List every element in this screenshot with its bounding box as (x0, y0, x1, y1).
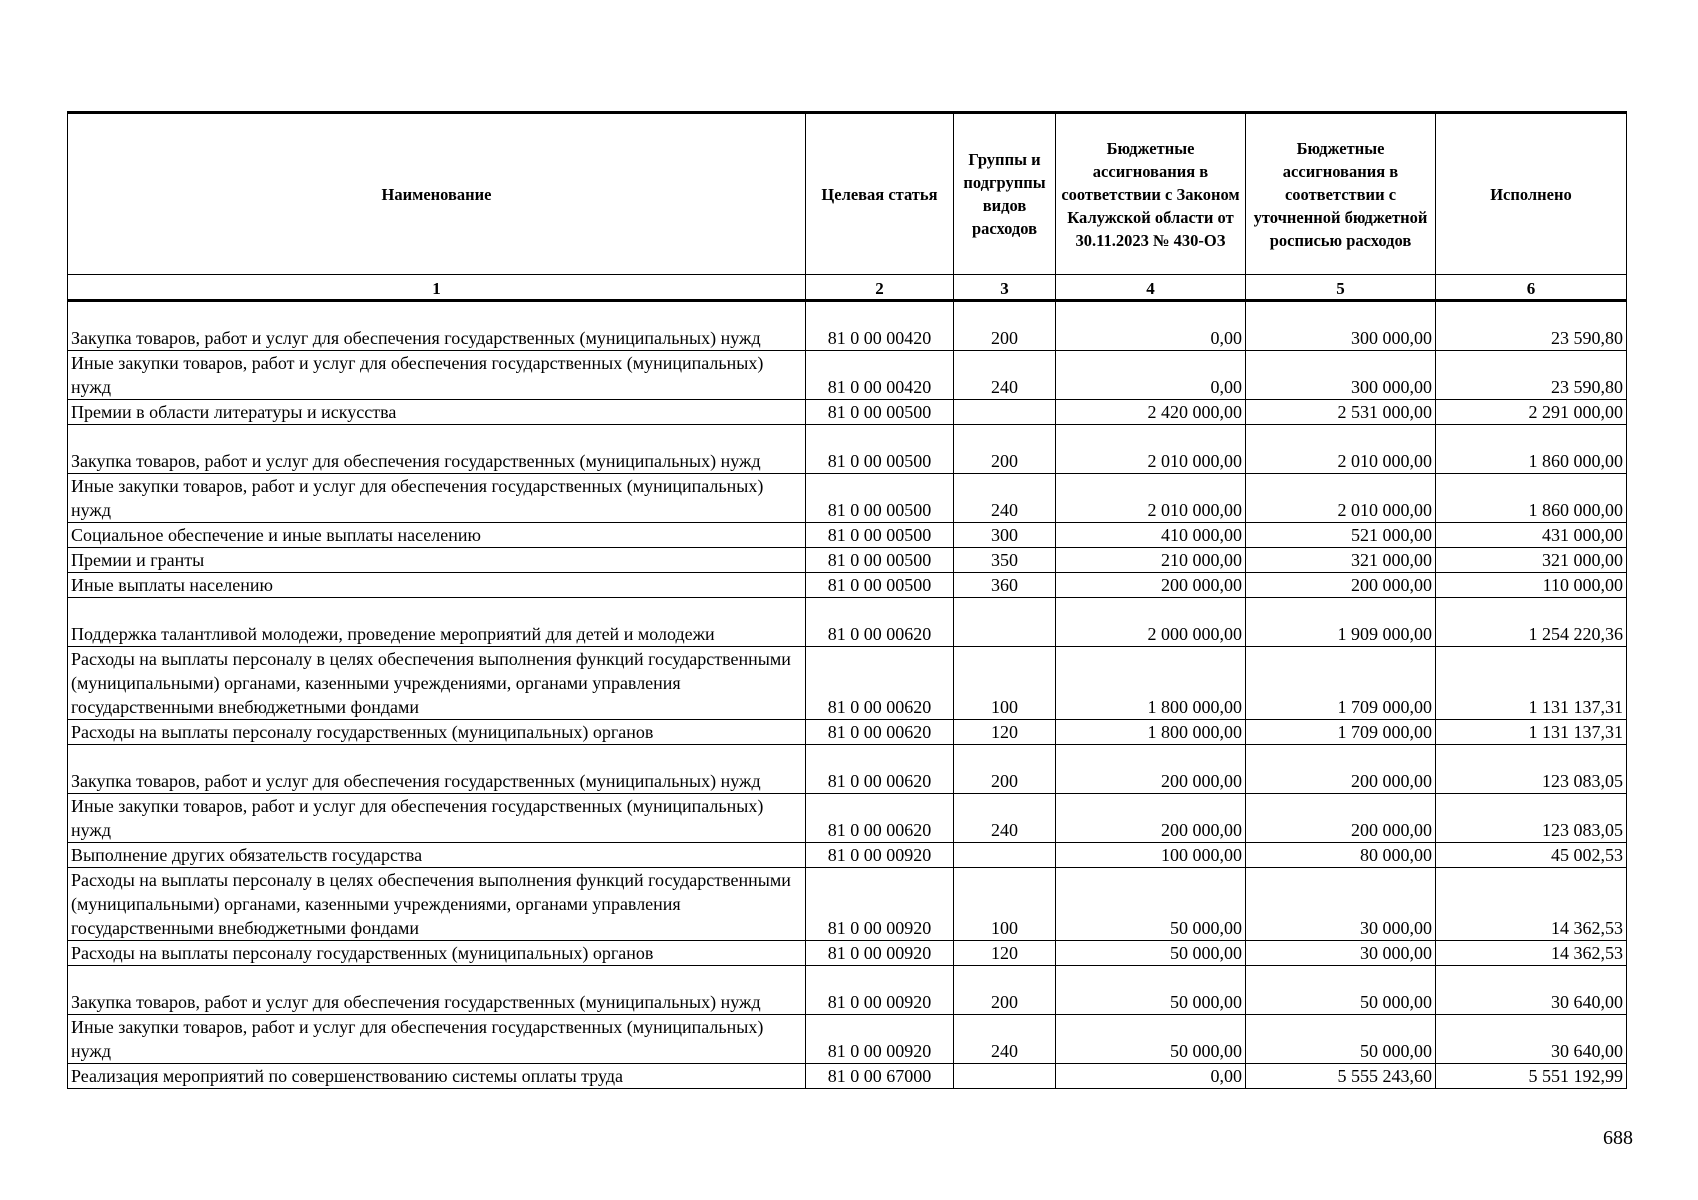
row-law-allocation: 200 000,00 (1056, 573, 1246, 598)
row-law-allocation: 1 800 000,00 (1056, 647, 1246, 720)
table-row (68, 351, 1627, 400)
row-expense-group: 120 (954, 720, 1056, 745)
row-revised-allocation: 1 709 000,00 (1246, 647, 1436, 720)
row-expense-group: 300 (954, 523, 1056, 548)
row-name: Закупка товаров, работ и услуг для обеспечения государственных (муниципальных) нужд (68, 425, 806, 474)
row-law-allocation: 50 000,00 (1056, 868, 1246, 941)
row-executed: 2 291 000,00 (1436, 400, 1627, 425)
table-row (68, 843, 1627, 868)
row-expense-group: 240 (954, 1015, 1056, 1064)
column-number: 6 (1436, 275, 1627, 301)
column-number-row (68, 275, 1627, 301)
row-revised-allocation: 1 909 000,00 (1246, 598, 1436, 647)
row-law-allocation: 2 000 000,00 (1056, 598, 1246, 647)
row-executed: 431 000,00 (1436, 523, 1627, 548)
row-revised-allocation: 200 000,00 (1246, 573, 1436, 598)
row-revised-allocation: 300 000,00 (1246, 301, 1436, 351)
column-number: 3 (954, 275, 1056, 301)
row-revised-allocation: 521 000,00 (1246, 523, 1436, 548)
row-target-article: 81 0 00 00500 (806, 474, 954, 523)
row-law-allocation: 50 000,00 (1056, 966, 1246, 1015)
row-expense-group: 360 (954, 573, 1056, 598)
table-row (68, 598, 1627, 647)
row-executed: 23 590,80 (1436, 351, 1627, 400)
column-number: 2 (806, 275, 954, 301)
row-name: Иные выплаты населению (68, 573, 806, 598)
row-expense-group (954, 843, 1056, 868)
row-target-article: 81 0 00 00620 (806, 720, 954, 745)
header-target-article: Целевая статья (806, 113, 954, 275)
row-expense-group: 350 (954, 548, 1056, 573)
row-name: Выполнение других обязательств государства (68, 843, 806, 868)
row-revised-allocation: 50 000,00 (1246, 1015, 1436, 1064)
row-name: Иные закупки товаров, работ и услуг для обеспечения государственных (муниципальных) нужд (68, 351, 806, 400)
row-name: Социальное обеспечение и иные выплаты населению (68, 523, 806, 548)
row-target-article: 81 0 00 00420 (806, 351, 954, 400)
row-revised-allocation: 300 000,00 (1246, 351, 1436, 400)
row-name: Расходы на выплаты персоналу государственных (муниципальных) органов (68, 720, 806, 745)
row-law-allocation: 100 000,00 (1056, 843, 1246, 868)
page-number: 688 (1603, 1127, 1633, 1149)
row-law-allocation: 410 000,00 (1056, 523, 1246, 548)
row-executed: 45 002,53 (1436, 843, 1627, 868)
row-target-article: 81 0 00 00920 (806, 843, 954, 868)
row-law-allocation: 2 010 000,00 (1056, 474, 1246, 523)
row-revised-allocation: 30 000,00 (1246, 868, 1436, 941)
row-executed: 123 083,05 (1436, 745, 1627, 794)
header-expense-groups: Группы и подгруппы видов расходов (954, 113, 1056, 275)
row-executed: 30 640,00 (1436, 1015, 1627, 1064)
row-executed: 110 000,00 (1436, 573, 1627, 598)
row-expense-group: 200 (954, 301, 1056, 351)
row-name: Расходы на выплаты персоналу в целях обеспечения выполнения функций государственными (муниципальными) органами, казенными учреждениями, органами управления государственными внебюджетными фондами (68, 647, 806, 720)
row-law-allocation: 210 000,00 (1056, 548, 1246, 573)
row-law-allocation: 200 000,00 (1056, 794, 1246, 843)
row-target-article: 81 0 00 00620 (806, 794, 954, 843)
row-revised-allocation: 321 000,00 (1246, 548, 1436, 573)
table-row (68, 425, 1627, 474)
row-executed: 1 254 220,36 (1436, 598, 1627, 647)
row-target-article: 81 0 00 00500 (806, 523, 954, 548)
table-row (68, 720, 1627, 745)
table-row (68, 966, 1627, 1015)
row-expense-group: 100 (954, 647, 1056, 720)
row-expense-group: 240 (954, 351, 1056, 400)
row-target-article: 81 0 00 00920 (806, 1015, 954, 1064)
row-executed: 23 590,80 (1436, 301, 1627, 351)
row-expense-group (954, 1064, 1056, 1089)
table-row (68, 548, 1627, 573)
table-row (68, 523, 1627, 548)
row-expense-group (954, 598, 1056, 647)
row-revised-allocation: 50 000,00 (1246, 966, 1436, 1015)
row-law-allocation: 0,00 (1056, 351, 1246, 400)
row-expense-group: 200 (954, 425, 1056, 474)
row-target-article: 81 0 00 67000 (806, 1064, 954, 1089)
row-law-allocation: 200 000,00 (1056, 745, 1246, 794)
row-expense-group: 240 (954, 794, 1056, 843)
row-target-article: 81 0 00 00620 (806, 745, 954, 794)
row-executed: 30 640,00 (1436, 966, 1627, 1015)
row-law-allocation: 2 010 000,00 (1056, 425, 1246, 474)
row-name: Реализация мероприятий по совершенствованию системы оплаты труда (68, 1064, 806, 1089)
row-law-allocation: 2 420 000,00 (1056, 400, 1246, 425)
row-target-article: 81 0 00 00500 (806, 425, 954, 474)
table-body (68, 301, 1627, 1089)
table-row (68, 745, 1627, 794)
table-row (68, 573, 1627, 598)
row-executed: 14 362,53 (1436, 868, 1627, 941)
row-name: Закупка товаров, работ и услуг для обеспечения государственных (муниципальных) нужд (68, 966, 806, 1015)
row-revised-allocation: 80 000,00 (1246, 843, 1436, 868)
row-expense-group: 200 (954, 745, 1056, 794)
row-revised-allocation: 2 010 000,00 (1246, 425, 1436, 474)
row-expense-group: 240 (954, 474, 1056, 523)
row-revised-allocation: 2 531 000,00 (1246, 400, 1436, 425)
row-target-article: 81 0 00 00500 (806, 548, 954, 573)
row-expense-group: 200 (954, 966, 1056, 1015)
row-name: Поддержка талантливой молодежи, проведение мероприятий для детей и молодежи (68, 598, 806, 647)
row-name: Иные закупки товаров, работ и услуг для обеспечения государственных (муниципальных) нужд (68, 1015, 806, 1064)
header-row (68, 113, 1627, 275)
table-row (68, 1064, 1627, 1089)
column-number: 1 (68, 275, 806, 301)
table-row (68, 301, 1627, 351)
row-law-allocation: 50 000,00 (1056, 1015, 1246, 1064)
column-number: 4 (1056, 275, 1246, 301)
header-revised-allocations: Бюджетные ассигнования в соответствии с уточненной бюджетной росписью расходов (1246, 113, 1436, 275)
row-target-article: 81 0 00 00920 (806, 941, 954, 966)
row-target-article: 81 0 00 00420 (806, 301, 954, 351)
row-revised-allocation: 200 000,00 (1246, 745, 1436, 794)
row-law-allocation: 1 800 000,00 (1056, 720, 1246, 745)
row-name: Расходы на выплаты персоналу в целях обеспечения выполнения функций государственными (муниципальными) органами, казенными учреждениями, органами управления государственными внебюджетными фондами (68, 868, 806, 941)
header-name: Наименование (68, 113, 806, 275)
table-row (68, 941, 1627, 966)
row-law-allocation: 0,00 (1056, 301, 1246, 351)
row-target-article: 81 0 00 00500 (806, 573, 954, 598)
row-expense-group (954, 400, 1056, 425)
row-name: Закупка товаров, работ и услуг для обеспечения государственных (муниципальных) нужд (68, 301, 806, 351)
budget-table (67, 111, 1627, 1089)
row-target-article: 81 0 00 00620 (806, 647, 954, 720)
row-name: Расходы на выплаты персоналу государственных (муниципальных) органов (68, 941, 806, 966)
row-revised-allocation: 30 000,00 (1246, 941, 1436, 966)
row-name: Закупка товаров, работ и услуг для обеспечения государственных (муниципальных) нужд (68, 745, 806, 794)
row-expense-group: 100 (954, 868, 1056, 941)
row-name: Премии и гранты (68, 548, 806, 573)
table-row (68, 868, 1627, 941)
row-name: Иные закупки товаров, работ и услуг для обеспечения государственных (муниципальных) нужд (68, 474, 806, 523)
column-number: 5 (1246, 275, 1436, 301)
row-target-article: 81 0 00 00620 (806, 598, 954, 647)
table-row (68, 474, 1627, 523)
row-expense-group: 120 (954, 941, 1056, 966)
row-executed: 123 083,05 (1436, 794, 1627, 843)
table-row (68, 400, 1627, 425)
row-law-allocation: 50 000,00 (1056, 941, 1246, 966)
row-target-article: 81 0 00 00920 (806, 868, 954, 941)
row-target-article: 81 0 00 00920 (806, 966, 954, 1015)
row-executed: 321 000,00 (1436, 548, 1627, 573)
row-revised-allocation: 200 000,00 (1246, 794, 1436, 843)
row-executed: 1 131 137,31 (1436, 647, 1627, 720)
row-revised-allocation: 2 010 000,00 (1246, 474, 1436, 523)
row-revised-allocation: 1 709 000,00 (1246, 720, 1436, 745)
row-name: Премии в области литературы и искусства (68, 400, 806, 425)
row-law-allocation: 0,00 (1056, 1064, 1246, 1089)
row-executed: 1 860 000,00 (1436, 425, 1627, 474)
row-revised-allocation: 5 555 243,60 (1246, 1064, 1436, 1089)
table-row (68, 794, 1627, 843)
table-row (68, 1015, 1627, 1064)
row-executed: 1 131 137,31 (1436, 720, 1627, 745)
row-executed: 1 860 000,00 (1436, 474, 1627, 523)
table-row (68, 647, 1627, 720)
row-executed: 5 551 192,99 (1436, 1064, 1627, 1089)
row-name: Иные закупки товаров, работ и услуг для обеспечения государственных (муниципальных) нужд (68, 794, 806, 843)
header-executed: Исполнено (1436, 113, 1627, 275)
row-target-article: 81 0 00 00500 (806, 400, 954, 425)
row-executed: 14 362,53 (1436, 941, 1627, 966)
header-law-allocations: Бюджетные ассигнования в соответствии с Законом Калужской области от 30.11.2023 № 430-ОЗ (1056, 113, 1246, 275)
